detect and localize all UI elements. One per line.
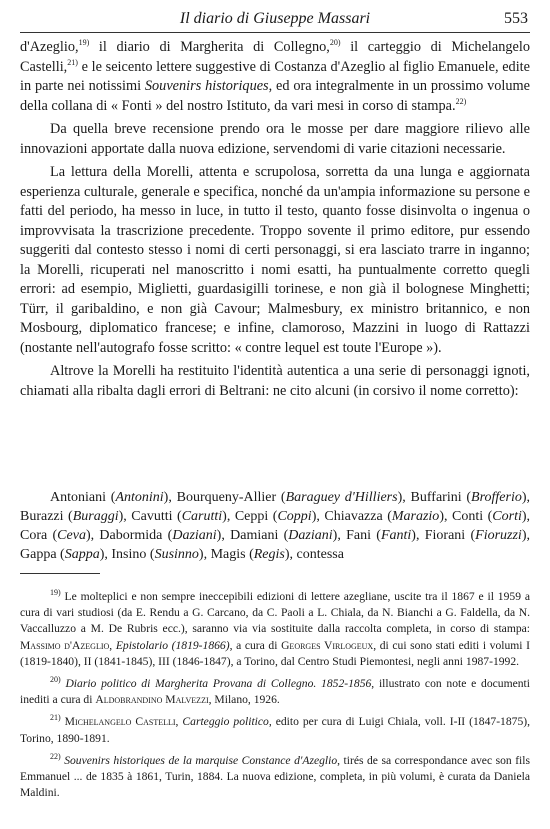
wrong-name: Damiani xyxy=(230,528,279,543)
correct-name: Coppi xyxy=(277,509,312,524)
name-correction-list: Antoniani (Antonini), Bourqueny-Allier (Baraguey d'Hilliers), Buffarini (Brofferio), Burazzi (Buraggi), Cavutti (Carutti), Ceppi (Coppi), Chiavazza (Marazio), Conti (Corti), Cora (Ceva), Dabormida (Daziani), Damiani (Daziani), Fani (Fanti), Fiorani (Fioruzzi), Gappa (Sappa), Insino (Susinno), Magis (Regis), contessa xyxy=(20,490,531,562)
list-trailing-word: contessa xyxy=(296,547,344,562)
footnote-20: $^{20)}$ Diario politico di Margherita Provana di Collegno. 1852-1856, illustrato con note e documenti inediti a cura di Aldobrandino Malvezzi, Milano, 1926. xyxy=(20,675,530,707)
body-text xyxy=(20,38,530,401)
correct-name: Corti xyxy=(492,509,522,524)
correct-name: Baraguey d'Hilliers xyxy=(285,490,398,505)
name-entry: Conti (Corti) xyxy=(452,509,527,524)
correct-name: Fioruzzi xyxy=(475,528,522,543)
page-number: 553 xyxy=(504,10,528,27)
wrong-name: Buffarini xyxy=(410,490,462,505)
name-entry: Gappa (Sappa) xyxy=(20,547,105,562)
running-title: Il diario di Giuseppe Massari xyxy=(179,10,371,27)
footnote-21: $^{21)}$ Michelangelo Castelli, Carteggio politico, edito per cura di Luigi Chiala, voll. I-II (1847-1875), Torino, 1890-1891. xyxy=(20,713,530,745)
footnotes xyxy=(20,589,530,807)
footnote-22: $^{22)}$ Souvenirs historiques de la marquise Constance d'Azeglio, tirés de sa correspondance avec son fils Emmanuel ... de 1835 à 1861, Turin, 1884. La nuova edizione, completa, in più volumi, è curata da Daniela Maldini. xyxy=(20,751,531,800)
paragraph-2: Da quella breve recensione prendo ora le mosse per dare maggiore rilievo alle innovazioni apportate dalla nuova edizione, servendomi di varie citazioni necessarie. xyxy=(20,121,530,157)
correct-name: Brofferio xyxy=(471,490,522,505)
correct-name: Susinno xyxy=(154,547,199,562)
wrong-name: Dabormida xyxy=(99,528,163,543)
wrong-name: Fani xyxy=(346,528,371,543)
correct-name: Antonini xyxy=(115,490,164,505)
paragraph-4: Altrove la Morelli ha restituito l'identità autentica a una serie di personaggi ignoti, chiamati alla ribalta dagli errori di Beltrani: ne cito alcuni (in corsivo il nome corretto): xyxy=(20,363,530,399)
correct-name: Ceva xyxy=(57,528,86,543)
name-entry: Burazzi (Buraggi) xyxy=(20,509,124,524)
name-entry: Bourqueny-Allier (Baraguey d'Hilliers) xyxy=(176,490,403,505)
wrong-name: Fiorani xyxy=(424,528,466,543)
name-entry: Buffarini (Brofferio) xyxy=(410,490,527,505)
wrong-name: Antoniani xyxy=(50,490,106,505)
name-entry: Insino (Susinno) xyxy=(111,547,204,562)
name-entry: Antoniani (Antonini) xyxy=(50,490,169,505)
name-entry: Cavutti (Carutti) xyxy=(131,509,227,524)
page-header xyxy=(20,6,530,36)
name-entry: Cora (Ceva) xyxy=(20,528,91,543)
paragraph-1: d'Azeglio,$^{19)}$ il diario di Margherita di Collegno,$^{20)}$ il carteggio di Michelangelo Castelli,$^{21)}$ e le seicento lettere suggestive di Costanza d'Azeglio al figlio Emanuele, edite in parte nei notissimi Souvenirs historiques, ed ora integralmente in un prossimo volume della collana di « Fonti » del nostro Istituto, da vari mesi in corso di stampa.$^{22)}$ xyxy=(20,38,530,114)
correct-name: Daziani xyxy=(172,528,217,543)
name-entry: Ceppi (Coppi) xyxy=(234,509,317,524)
wrong-name: Burazzi xyxy=(20,509,64,524)
wrong-name: Bourqueny-Allier xyxy=(176,490,277,505)
correct-name: Regis xyxy=(253,547,285,562)
header-rule xyxy=(20,32,530,33)
correct-name: Carutti xyxy=(181,509,223,524)
correct-name: Sappa xyxy=(64,547,100,562)
wrong-name: Magis xyxy=(210,547,246,562)
footnote-ref-20[interactable]: 20) xyxy=(329,38,341,48)
correct-name: Fanti xyxy=(380,528,412,543)
wrong-name: Cavutti xyxy=(131,509,173,524)
footnote-ref-22[interactable]: 22) xyxy=(455,96,467,106)
wrong-name: Chiavazza xyxy=(324,509,383,524)
wrong-name: Insino xyxy=(111,547,147,562)
name-entry: Damiani (Daziani) xyxy=(230,528,338,543)
wrong-name: Gappa xyxy=(20,547,57,562)
name-entry: Fani (Fanti) xyxy=(346,528,416,543)
name-entry: Magis (Regis) xyxy=(210,547,290,562)
correct-name: Buraggi xyxy=(72,509,119,524)
paragraph-3: La lettura della Morelli, attenta e scrupolosa, sorretta da una lunga e aggiornata esperienza culturale, generale e specifica, nonché da un'ampia informazione su persone e fatti del periodo, ha messo in luce, in tutto il testo, quanto fosse disinvolta o ingenua o improvvisata la trascrizione precedente. Troppo sovente il primo editore, pur essendo suggeriti dal contesto stesso i nomi di certi personaggi, si era lasciato trarre in inganno; la Morelli, ricuperati nel manoscritto i nomi esatti, ha puntualmente corretto quegli errori: ad esempio, Miglietti, guardasigilli torinese, e non già il bolognese Minghetti; Türr, il garibaldino, e non già Cavour; Malmesbury, ex ministro britannico, e non Mosbourg, diplomatico francese; e infine, clamoroso, Mazzini in luogo di Rattazzi (nostante nell'autografo fosse scritto: « contre lequel est toute l'Europe »). xyxy=(20,164,530,356)
name-entry: Chiavazza (Marazio) xyxy=(324,509,444,524)
wrong-name: Ceppi xyxy=(234,509,269,524)
footnote-rule xyxy=(20,573,100,574)
wrong-name: Cora xyxy=(20,528,48,543)
footnote-ref-19[interactable]: 19) xyxy=(78,38,90,48)
wrong-name: Conti xyxy=(452,509,484,524)
name-entry: Fiorani (Fioruzzi) xyxy=(424,528,527,543)
footnote-ref-21[interactable]: 21) xyxy=(67,57,78,67)
correct-name: Daziani xyxy=(288,528,333,543)
name-entry: Dabormida (Daziani) xyxy=(99,528,222,543)
correct-name: Marazio xyxy=(391,509,440,524)
footnote-19: $^{19)}$ Le molteplici e non sempre ineccepibili edizioni di lettere azegliane, uscite tra il 1867 e il 1959 a cura di vari studiosi (da E. Rendu a G. Carcano, da C. Paoli a L. Chiala, da N. Bianchi a G. Faldella, da N. Vaccalluzzo a M. De Rubris ecc.), saranno via via sostituite dalla raccolta completa, in corso di stampa: Massimo d'Azeglio, Epistolario (1819-1866), a cura di Georges Virlogeux, di cui sono stati editi i volumi I (1819-1840), II (1841-1845), III (1846-1847), a Torino, dal Centro Studi Piemontesi, negli anni 1987-1992. xyxy=(20,588,531,668)
